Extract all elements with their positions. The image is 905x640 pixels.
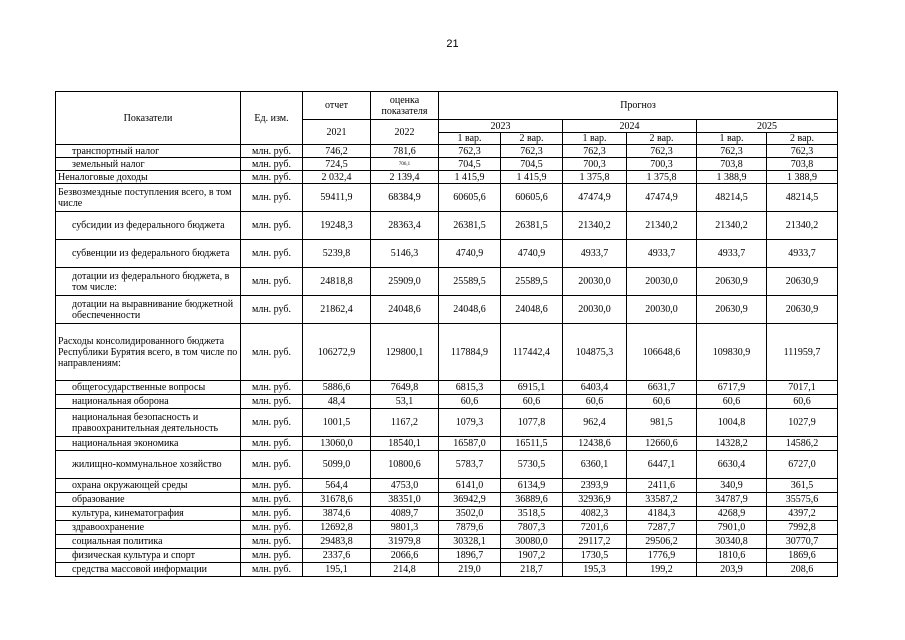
row-value: 36942,9 (439, 493, 501, 507)
row-value: 4740,9 (439, 240, 501, 268)
row-value: 1167,2 (371, 409, 439, 437)
row-value: 4933,7 (627, 240, 697, 268)
row-value: 21340,2 (767, 212, 838, 240)
row-value: 6717,9 (697, 381, 767, 395)
row-value: 962,4 (563, 409, 627, 437)
row-value: 214,8 (371, 563, 439, 577)
row-value: 25589,5 (501, 268, 563, 296)
row-value: 7287,7 (627, 521, 697, 535)
row-value: 117442,4 (501, 324, 563, 381)
page-number: 21 (446, 38, 459, 50)
row-unit: млн. руб. (241, 381, 303, 395)
row-value: 13060,0 (303, 437, 371, 451)
table-row (56, 184, 838, 212)
table-row (56, 296, 838, 324)
row-label: Неналоговые доходы (56, 171, 241, 184)
row-value: 48214,5 (767, 184, 838, 212)
row-value: 21862,4 (303, 296, 371, 324)
row-value: 6727,0 (767, 451, 838, 479)
row-value: 4933,7 (767, 240, 838, 268)
row-value: 47474,9 (563, 184, 627, 212)
header-year-2023: 2023 (439, 120, 563, 133)
row-value: 7992,8 (767, 521, 838, 535)
row-value: 1 415,9 (501, 171, 563, 184)
row-value: 700,3 (563, 158, 627, 171)
row-value: 4082,3 (563, 507, 627, 521)
row-value: 4268,9 (697, 507, 767, 521)
row-value: 1810,6 (697, 549, 767, 563)
row-unit: млн. руб. (241, 395, 303, 409)
table-row (56, 212, 838, 240)
row-value: 4740,9 (501, 240, 563, 268)
row-value: 2 032,4 (303, 171, 371, 184)
row-value: 564,4 (303, 479, 371, 493)
forecast-table (55, 91, 838, 577)
row-value: 762,3 (501, 145, 563, 158)
header-variant-1: 1 вар. (439, 133, 501, 145)
row-value: 16511,5 (501, 437, 563, 451)
row-value: 703,8 (697, 158, 767, 171)
row-value: 1907,2 (501, 549, 563, 563)
row-value: 36889,6 (501, 493, 563, 507)
row-unit: млн. руб. (241, 171, 303, 184)
row-value: 60,6 (501, 395, 563, 409)
row-value: 219,0 (439, 563, 501, 577)
row-value: 2066,6 (371, 549, 439, 563)
row-value: 981,5 (627, 409, 697, 437)
table-row (56, 451, 838, 479)
row-label: средства массовой информации (56, 563, 241, 577)
row-value: 6815,3 (439, 381, 501, 395)
row-label: национальная экономика (56, 437, 241, 451)
row-value: 704,5 (501, 158, 563, 171)
table-row (56, 158, 838, 171)
row-label: национальная безопасность и правоохранительная деятельность (56, 409, 241, 437)
row-value: 24048,6 (371, 296, 439, 324)
row-value: 1004,8 (697, 409, 767, 437)
row-label: дотации на выравнивание бюджетной обеспеченности (56, 296, 241, 324)
row-value: 4397,2 (767, 507, 838, 521)
row-value: 16587,0 (439, 437, 501, 451)
row-value: 33587,2 (627, 493, 697, 507)
row-value: 1 375,8 (627, 171, 697, 184)
row-value: 4184,3 (627, 507, 697, 521)
table-row (56, 521, 838, 535)
row-value: 6141,0 (439, 479, 501, 493)
row-value: 6403,4 (563, 381, 627, 395)
row-value: 1001,5 (303, 409, 371, 437)
row-value: 706,1 (371, 158, 439, 171)
row-unit: млн. руб. (241, 535, 303, 549)
row-unit: млн. руб. (241, 437, 303, 451)
table-row (56, 171, 838, 184)
row-value: 20030,0 (627, 268, 697, 296)
row-value: 104875,3 (563, 324, 627, 381)
row-unit: млн. руб. (241, 212, 303, 240)
header-variant-2: 2 вар. (767, 133, 838, 145)
row-value: 1027,9 (767, 409, 838, 437)
row-value: 2 139,4 (371, 171, 439, 184)
row-value: 59411,9 (303, 184, 371, 212)
table-row (56, 493, 838, 507)
row-value: 53,1 (371, 395, 439, 409)
row-unit: млн. руб. (241, 296, 303, 324)
row-value: 5783,7 (439, 451, 501, 479)
row-value: 7649,8 (371, 381, 439, 395)
row-value: 28363,4 (371, 212, 439, 240)
table-row (56, 268, 838, 296)
row-label: земельный налог (56, 158, 241, 171)
table-row (56, 381, 838, 395)
row-value: 5886,6 (303, 381, 371, 395)
row-value: 60605,6 (439, 184, 501, 212)
row-value: 5146,3 (371, 240, 439, 268)
row-value: 68384,9 (371, 184, 439, 212)
header-year-2024: 2024 (563, 120, 697, 133)
table-row (56, 535, 838, 549)
row-value: 117884,9 (439, 324, 501, 381)
row-value: 20030,0 (563, 268, 627, 296)
row-value: 38351,0 (371, 493, 439, 507)
row-value: 199,2 (627, 563, 697, 577)
row-value: 4089,7 (371, 507, 439, 521)
table-row (56, 324, 838, 381)
row-value: 7901,0 (697, 521, 767, 535)
row-value: 26381,5 (501, 212, 563, 240)
row-value: 106648,6 (627, 324, 697, 381)
row-label: социальная политика (56, 535, 241, 549)
table-row (56, 549, 838, 563)
row-value: 2337,6 (303, 549, 371, 563)
row-value: 20630,9 (697, 296, 767, 324)
row-value: 781,6 (371, 145, 439, 158)
row-value: 25909,0 (371, 268, 439, 296)
row-unit: млн. руб. (241, 268, 303, 296)
table-row (56, 437, 838, 451)
row-value: 6134,9 (501, 479, 563, 493)
table-row (56, 507, 838, 521)
row-unit: млн. руб. (241, 409, 303, 437)
row-value: 31979,8 (371, 535, 439, 549)
row-value: 1776,9 (627, 549, 697, 563)
row-value: 5239,8 (303, 240, 371, 268)
row-value: 1 415,9 (439, 171, 501, 184)
row-value: 195,1 (303, 563, 371, 577)
header-variant-2: 2 вар. (501, 133, 563, 145)
row-value: 21340,2 (563, 212, 627, 240)
row-label: образование (56, 493, 241, 507)
row-value: 20030,0 (563, 296, 627, 324)
row-label: физическая культура и спорт (56, 549, 241, 563)
header-unit: Ед. изм. (241, 92, 303, 145)
row-label: национальная оборона (56, 395, 241, 409)
row-value: 6631,7 (627, 381, 697, 395)
row-value: 14328,2 (697, 437, 767, 451)
row-value: 762,3 (627, 145, 697, 158)
row-value: 762,3 (563, 145, 627, 158)
row-value: 60,6 (767, 395, 838, 409)
row-value: 724,5 (303, 158, 371, 171)
row-value: 18540,1 (371, 437, 439, 451)
row-unit: млн. руб. (241, 240, 303, 268)
row-value: 1 388,9 (697, 171, 767, 184)
row-value: 29117,2 (563, 535, 627, 549)
row-value: 1869,6 (767, 549, 838, 563)
table-row (56, 479, 838, 493)
row-value: 48,4 (303, 395, 371, 409)
row-value: 2411,6 (627, 479, 697, 493)
row-label: здравоохранение (56, 521, 241, 535)
row-value: 1 388,9 (767, 171, 838, 184)
row-value: 203,9 (697, 563, 767, 577)
header-variant-1: 1 вар. (697, 133, 767, 145)
row-label: охрана окружающей среды (56, 479, 241, 493)
header-variant-2: 2 вар. (627, 133, 697, 145)
row-unit: млн. руб. (241, 451, 303, 479)
header-year-2021: 2021 (303, 120, 371, 145)
row-label: жилищно-коммунальное хозяйство (56, 451, 241, 479)
row-value: 1 375,8 (563, 171, 627, 184)
row-value: 31678,6 (303, 493, 371, 507)
row-unit: млн. руб. (241, 563, 303, 577)
row-value: 60,6 (439, 395, 501, 409)
row-value: 6360,1 (563, 451, 627, 479)
table-row (56, 563, 838, 577)
row-value: 60605,6 (501, 184, 563, 212)
row-label: общегосударственные вопросы (56, 381, 241, 395)
row-value: 6915,1 (501, 381, 563, 395)
row-unit: млн. руб. (241, 549, 303, 563)
row-label: субсидии из федерального бюджета (56, 212, 241, 240)
header-estimate: оценка показателя (371, 92, 439, 120)
row-value: 5099,0 (303, 451, 371, 479)
row-value: 762,3 (697, 145, 767, 158)
row-unit: млн. руб. (241, 521, 303, 535)
row-value: 34787,9 (697, 493, 767, 507)
row-value: 746,2 (303, 145, 371, 158)
row-value: 25589,5 (439, 268, 501, 296)
row-value: 20630,9 (697, 268, 767, 296)
row-unit: млн. руб. (241, 324, 303, 381)
header-indicator: Показатели (56, 92, 241, 145)
row-value: 12692,8 (303, 521, 371, 535)
table-row (56, 409, 838, 437)
row-value: 35575,6 (767, 493, 838, 507)
row-value: 24818,8 (303, 268, 371, 296)
row-label: дотации из федерального бюджета, в том числе: (56, 268, 241, 296)
row-value: 3874,6 (303, 507, 371, 521)
row-value: 3502,0 (439, 507, 501, 521)
row-label: субвенции из федерального бюджета (56, 240, 241, 268)
row-value: 14586,2 (767, 437, 838, 451)
header-report: отчет (303, 92, 371, 120)
row-value: 48214,5 (697, 184, 767, 212)
row-value: 129800,1 (371, 324, 439, 381)
row-value: 24048,6 (501, 296, 563, 324)
row-value: 4933,7 (697, 240, 767, 268)
row-value: 32936,9 (563, 493, 627, 507)
table-body (56, 145, 838, 577)
row-label: Расходы консолидированного бюджета Республики Бурятия всего, в том числе по направлениям: (56, 324, 241, 381)
row-value: 21340,2 (627, 212, 697, 240)
table-row (56, 395, 838, 409)
row-value: 109830,9 (697, 324, 767, 381)
row-unit: млн. руб. (241, 479, 303, 493)
row-value: 762,3 (439, 145, 501, 158)
row-unit: млн. руб. (241, 184, 303, 212)
row-value: 9801,3 (371, 521, 439, 535)
row-unit: млн. руб. (241, 145, 303, 158)
row-value: 7879,6 (439, 521, 501, 535)
row-value: 340,9 (697, 479, 767, 493)
row-value: 111959,7 (767, 324, 838, 381)
row-value: 7201,6 (563, 521, 627, 535)
row-unit: млн. руб. (241, 507, 303, 521)
row-value: 30340,8 (697, 535, 767, 549)
row-label: культура, кинематография (56, 507, 241, 521)
header-year-2025: 2025 (697, 120, 838, 133)
row-value: 1079,3 (439, 409, 501, 437)
row-value: 703,8 (767, 158, 838, 171)
row-value: 5730,5 (501, 451, 563, 479)
row-value: 20030,0 (627, 296, 697, 324)
row-value: 60,6 (627, 395, 697, 409)
row-value: 12660,6 (627, 437, 697, 451)
header-forecast: Прогноз (439, 92, 838, 120)
row-value: 3518,5 (501, 507, 563, 521)
row-value: 106272,9 (303, 324, 371, 381)
row-value: 7807,3 (501, 521, 563, 535)
row-value: 208,6 (767, 563, 838, 577)
header-variant-1: 1 вар. (563, 133, 627, 145)
row-value: 30080,0 (501, 535, 563, 549)
row-unit: млн. руб. (241, 493, 303, 507)
row-value: 60,6 (563, 395, 627, 409)
row-value: 6447,1 (627, 451, 697, 479)
header-year-2022: 2022 (371, 120, 439, 145)
row-value: 218,7 (501, 563, 563, 577)
row-value: 26381,5 (439, 212, 501, 240)
table-row (56, 240, 838, 268)
row-value: 47474,9 (627, 184, 697, 212)
row-value: 1077,8 (501, 409, 563, 437)
row-value: 700,3 (627, 158, 697, 171)
row-value: 19248,3 (303, 212, 371, 240)
table-row (56, 145, 838, 158)
row-value: 29483,8 (303, 535, 371, 549)
row-value: 6630,4 (697, 451, 767, 479)
row-value: 361,5 (767, 479, 838, 493)
row-value: 30770,7 (767, 535, 838, 549)
row-value: 20630,9 (767, 296, 838, 324)
row-label: Безвозмездные поступления всего, в том числе (56, 184, 241, 212)
row-value: 10800,6 (371, 451, 439, 479)
row-value: 1730,5 (563, 549, 627, 563)
row-value: 60,6 (697, 395, 767, 409)
row-value: 704,5 (439, 158, 501, 171)
row-value: 2393,9 (563, 479, 627, 493)
row-value: 29506,2 (627, 535, 697, 549)
row-unit: млн. руб. (241, 158, 303, 171)
row-value: 1896,7 (439, 549, 501, 563)
row-value: 21340,2 (697, 212, 767, 240)
row-value: 7017,1 (767, 381, 838, 395)
row-value: 762,3 (767, 145, 838, 158)
row-value: 30328,1 (439, 535, 501, 549)
row-value: 4933,7 (563, 240, 627, 268)
row-value: 4753,0 (371, 479, 439, 493)
row-label: транспортный налог (56, 145, 241, 158)
row-value: 195,3 (563, 563, 627, 577)
row-value: 12438,6 (563, 437, 627, 451)
row-value: 20630,9 (767, 268, 838, 296)
row-value: 24048,6 (439, 296, 501, 324)
